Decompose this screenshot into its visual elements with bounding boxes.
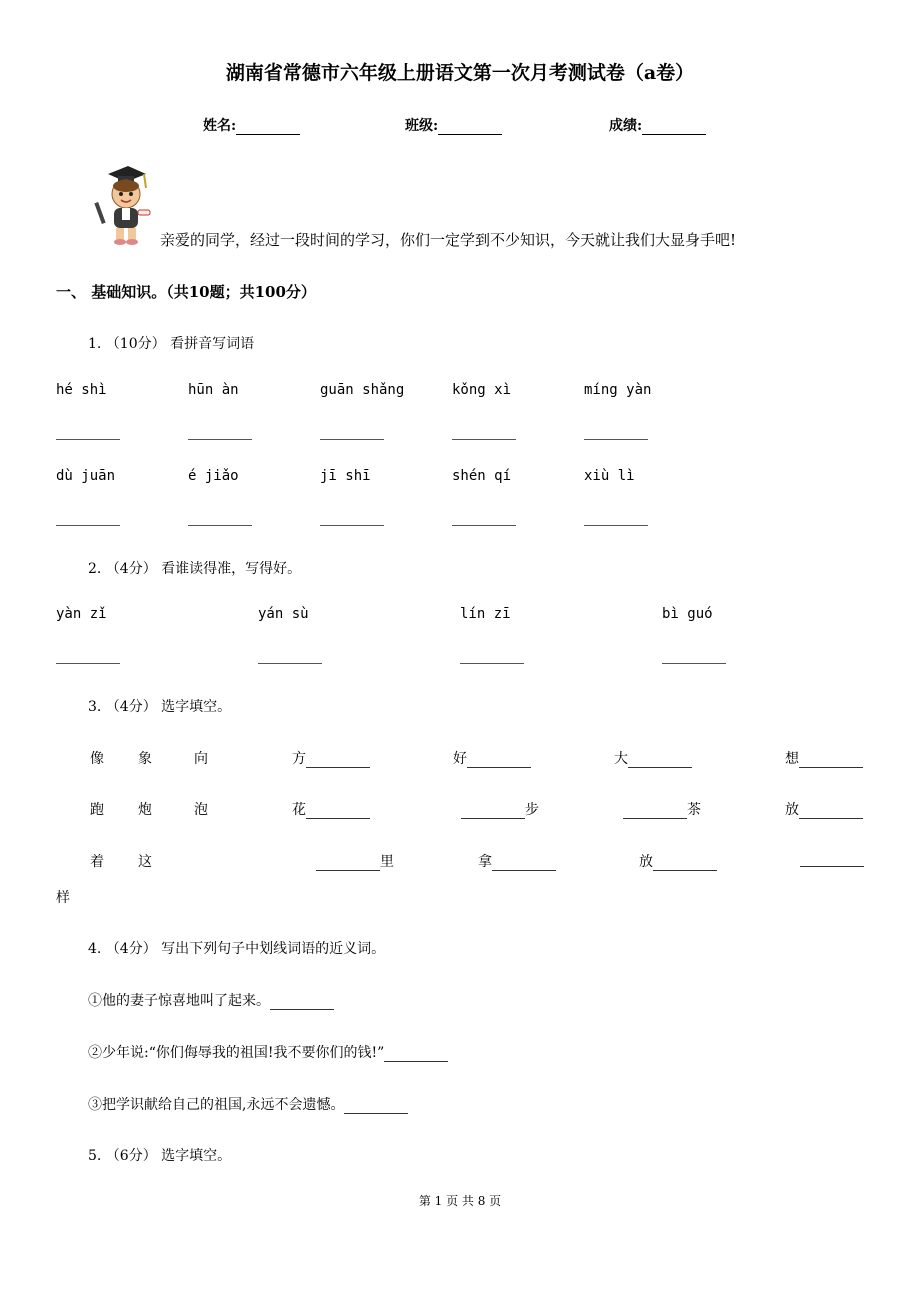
answer-blank[interactable]	[653, 856, 717, 871]
q1-pinyin: guān shǎng	[320, 382, 405, 398]
q1-pinyin: dù juān	[56, 468, 116, 484]
answer-blank[interactable]	[384, 1047, 448, 1062]
choice-char: 炮	[138, 802, 152, 818]
q1-pinyin: hé shì	[56, 382, 107, 398]
class-field	[405, 115, 502, 135]
answer-blank[interactable]	[270, 995, 334, 1010]
answer-blank[interactable]	[320, 438, 384, 440]
answer-blank[interactable]	[584, 438, 648, 440]
fill-item: 里	[316, 851, 394, 871]
q4-sentence: ①他的妻子惊喜地叫了起来。	[88, 990, 334, 1010]
q1-pinyin: é jiǎo	[188, 468, 239, 484]
answer-blank[interactable]	[628, 753, 692, 768]
answer-blank[interactable]	[584, 524, 648, 526]
fill-item	[800, 851, 864, 867]
answer-blank[interactable]	[623, 804, 687, 819]
choice-char: 着	[90, 854, 104, 870]
page-title: 湖南省常德市六年级上册语文第一次月考测试卷（a卷）	[225, 62, 695, 84]
q2-pinyin: lín zī	[460, 606, 511, 622]
answer-blank[interactable]	[662, 662, 726, 664]
answer-blank[interactable]	[56, 524, 120, 526]
choice-char: 像	[90, 751, 104, 767]
name-field	[203, 115, 300, 135]
q2-pinyin: yán sù	[258, 606, 309, 622]
answer-blank[interactable]	[306, 804, 370, 819]
fill-item: 花	[292, 799, 370, 819]
page-footer: 第 1 页 共 8 页	[418, 1194, 502, 1208]
fill-item: 茶	[623, 799, 701, 819]
class-blank[interactable]	[438, 120, 502, 135]
answer-blank[interactable]	[452, 524, 516, 526]
answer-blank[interactable]	[467, 753, 531, 768]
section-1-heading: 一、 基础知识。（共10题；共100分）	[56, 283, 316, 301]
fill-item: 好	[453, 748, 531, 768]
answer-blank[interactable]	[320, 524, 384, 526]
answer-blank[interactable]	[799, 753, 863, 768]
fill-item: 大	[614, 748, 692, 768]
score-label: 成绩:	[609, 118, 643, 134]
q1-pinyin: hūn àn	[188, 382, 239, 398]
q1-pinyin: jī shī	[320, 468, 371, 484]
class-label: 班级:	[405, 118, 439, 134]
answer-blank[interactable]	[258, 662, 322, 664]
answer-blank[interactable]	[316, 856, 380, 871]
answer-blank[interactable]	[56, 662, 120, 664]
fill-item: 方	[292, 748, 370, 768]
choice-char: 象	[138, 751, 152, 767]
name-label: 姓名:	[203, 118, 237, 134]
q4-sentence: ②少年说:“你们侮辱我的祖国!我不要你们的钱!”	[88, 1042, 448, 1062]
answer-blank[interactable]	[188, 438, 252, 440]
fill-item: 想	[785, 748, 863, 768]
answer-blank[interactable]	[799, 804, 863, 819]
choice-char: 跑	[90, 802, 104, 818]
score-blank[interactable]	[642, 120, 706, 135]
q5-label: 5. （6分） 选字填空。	[88, 1148, 232, 1164]
answer-blank[interactable]	[492, 856, 556, 871]
fill-item: 拿	[478, 851, 556, 871]
answer-blank[interactable]	[461, 804, 525, 819]
fill-item: 放	[639, 851, 717, 871]
student-mascot-icon	[88, 164, 154, 246]
q1-pinyin: míng yàn	[584, 382, 652, 398]
answer-blank[interactable]	[344, 1099, 408, 1114]
answer-blank[interactable]	[460, 662, 524, 664]
answer-blank[interactable]	[452, 438, 516, 440]
answer-blank[interactable]	[56, 438, 120, 440]
q4-label: 4. （4分） 写出下列句子中划线词语的近义词。	[88, 941, 386, 957]
choice-char: 这	[138, 854, 152, 870]
fill-item-tail: 样	[56, 890, 70, 906]
q2-pinyin: yàn zǐ	[56, 606, 107, 622]
q2-pinyin: bì guó	[662, 606, 713, 622]
q2-label: 2. （4分） 看谁读得准，写得好。	[88, 561, 302, 577]
answer-blank[interactable]	[306, 753, 370, 768]
answer-blank[interactable]	[800, 852, 864, 867]
q4-sentence: ③把学识献给自己的祖国,永远不会遗憾。	[88, 1094, 408, 1114]
greeting-text: 亲爱的同学，经过一段时间的学习，你们一定学到不少知识，今天就让我们大显身手吧!	[160, 231, 737, 249]
q1-pinyin: xiù lì	[584, 468, 635, 484]
name-blank[interactable]	[236, 120, 300, 135]
q1-pinyin: kǒng xì	[452, 382, 512, 398]
fill-item: 放	[785, 799, 863, 819]
q3-label: 3. （4分） 选字填空。	[88, 699, 232, 715]
q1-pinyin: shén qí	[452, 468, 512, 484]
q1-label: 1. （10分） 看拼音写词语	[88, 336, 255, 352]
choice-char: 向	[194, 751, 208, 767]
answer-blank[interactable]	[188, 524, 252, 526]
score-field	[609, 115, 706, 135]
fill-item: 步	[461, 799, 539, 819]
choice-char: 泡	[194, 802, 208, 818]
